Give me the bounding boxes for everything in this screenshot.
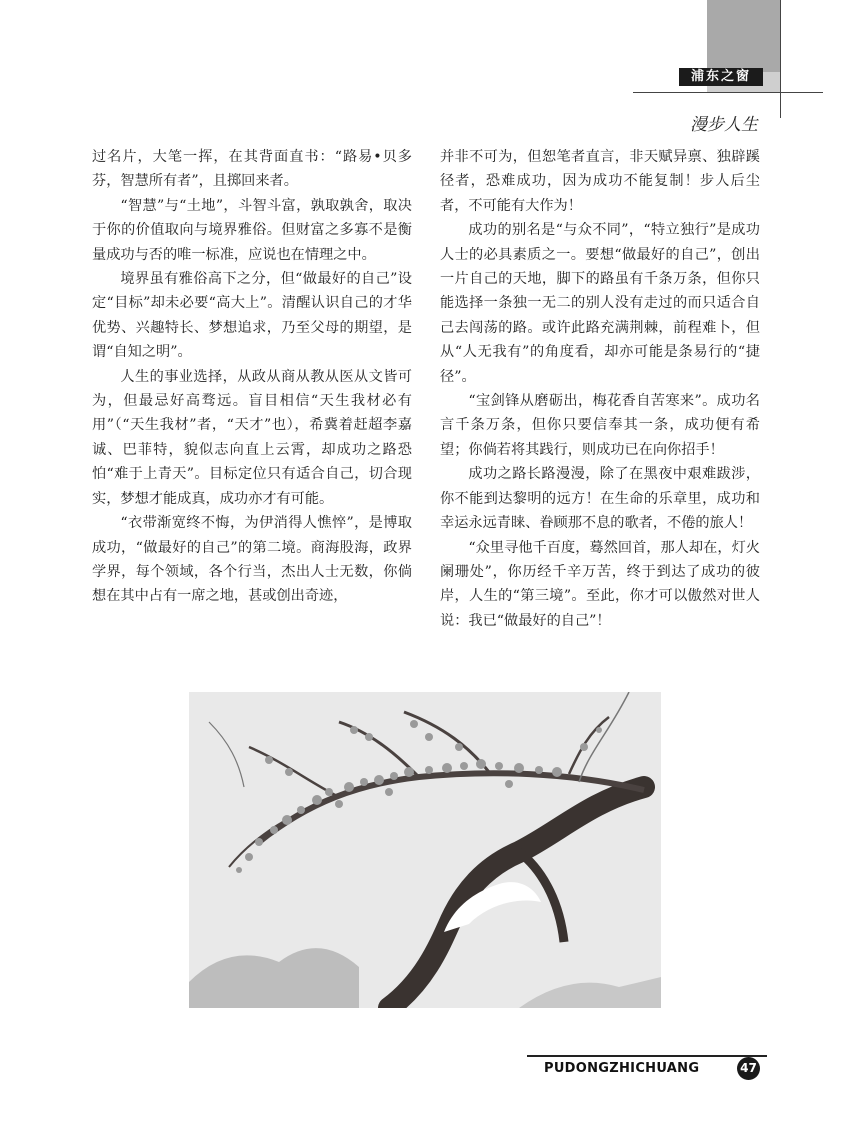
paragraph: “宝剑锋从磨砺出，梅花香自苦寒来”。成功名言千条万条，但你只要信奉其一条，成功便有希望；你倘若将其践行，则成功已在向你招手！ [440, 393, 760, 458]
paragraph: 过名片，大笔一挥，在其背面直书：“路易•贝多芬，智慧所有者”，且掷回来者。 [92, 149, 412, 190]
corner-vertical-rule [780, 0, 781, 118]
article-left-column [92, 145, 412, 609]
plum-blossom-illustration [189, 692, 661, 1008]
article-right-column [440, 145, 760, 633]
section-title: 漫步人生 [690, 115, 758, 135]
footer-brand: PUDONGZHICHUANG [544, 1061, 700, 1076]
paragraph: 境界虽有雅俗高下之分，但“做最好的自己”设定“目标”却未必要“高大上”。清醒认识自己的才华优势、兴趣特长、梦想追求，乃至父母的期望，是谓“自知之明”。 [92, 271, 412, 361]
plum-blossom-photo [189, 692, 661, 1008]
paragraph: 成功之路长路漫漫，除了在黑夜中艰难跋涉，你不能到达黎明的远方！在生命的乐章里，成功和幸运永远青睐、眷顾那不息的歌者，不倦的旅人！ [440, 466, 760, 532]
brand-logo: 浦东之窗 [679, 68, 763, 86]
footer-rule [527, 1055, 767, 1057]
paragraph: “众里寻他千百度，蓦然回首，那人却在，灯火阑珊处”，你历经千辛万苦，终于到达了成功的彼岸，人生的“第三境”。至此，你才可以傲然对世人说：我已“做最好的自己”！ [440, 539, 760, 629]
page-number: 47 [737, 1057, 760, 1080]
paragraph: 人生的事业选择，从政从商从教从医从文皆可为，但最忌好高骛远。盲目相信“天生我材必有用”（“天生我材”者，“天才”也），希冀着赶超李嘉诚、巴菲特，貌似志向直上云霄，却成功之路恐怕“难于上青天”。目标定位只有适合自己，切合现实，梦想才能成真，成功亦才有可能。 [92, 368, 412, 507]
corner-tab-decoration [707, 0, 780, 72]
paragraph: 成功的别名是“与众不同”，“特立独行”是成功人士的必具素质之一。要想“做最好的自己”，创出一片自己的天地，脚下的路虽有千条万条，但你只能选择一条独一无二的别人没有走过的而只适合自己去闯荡的路。或许此路充满荆棘，前程难卜，但从“人无我有”的角度看，却亦可能是条易行的“捷径”。 [440, 222, 760, 385]
paragraph: 并非不可为，但恕笔者直言，非天赋异禀、独辟蹊径者，恐难成功，因为成功不能复制！步人后尘者，不可能有大作为！ [440, 149, 760, 214]
header-rule [633, 92, 823, 93]
paragraph: “智慧”与“土地”，斗智斗富，孰取孰舍，取决于你的价值取向与境界雅俗。但财富之多寡不是衡量成功与否的唯一标准，应说也在情理之中。 [92, 197, 412, 263]
paragraph: “衣带渐宽终不悔，为伊消得人憔悴”，是博取成功，“做最好的自己”的第二境。商海股海，政界学界，每个领域，各个行当，杰出人士无数，你倘想在其中占有一席之地，甚或创出奇迹， [92, 515, 412, 605]
